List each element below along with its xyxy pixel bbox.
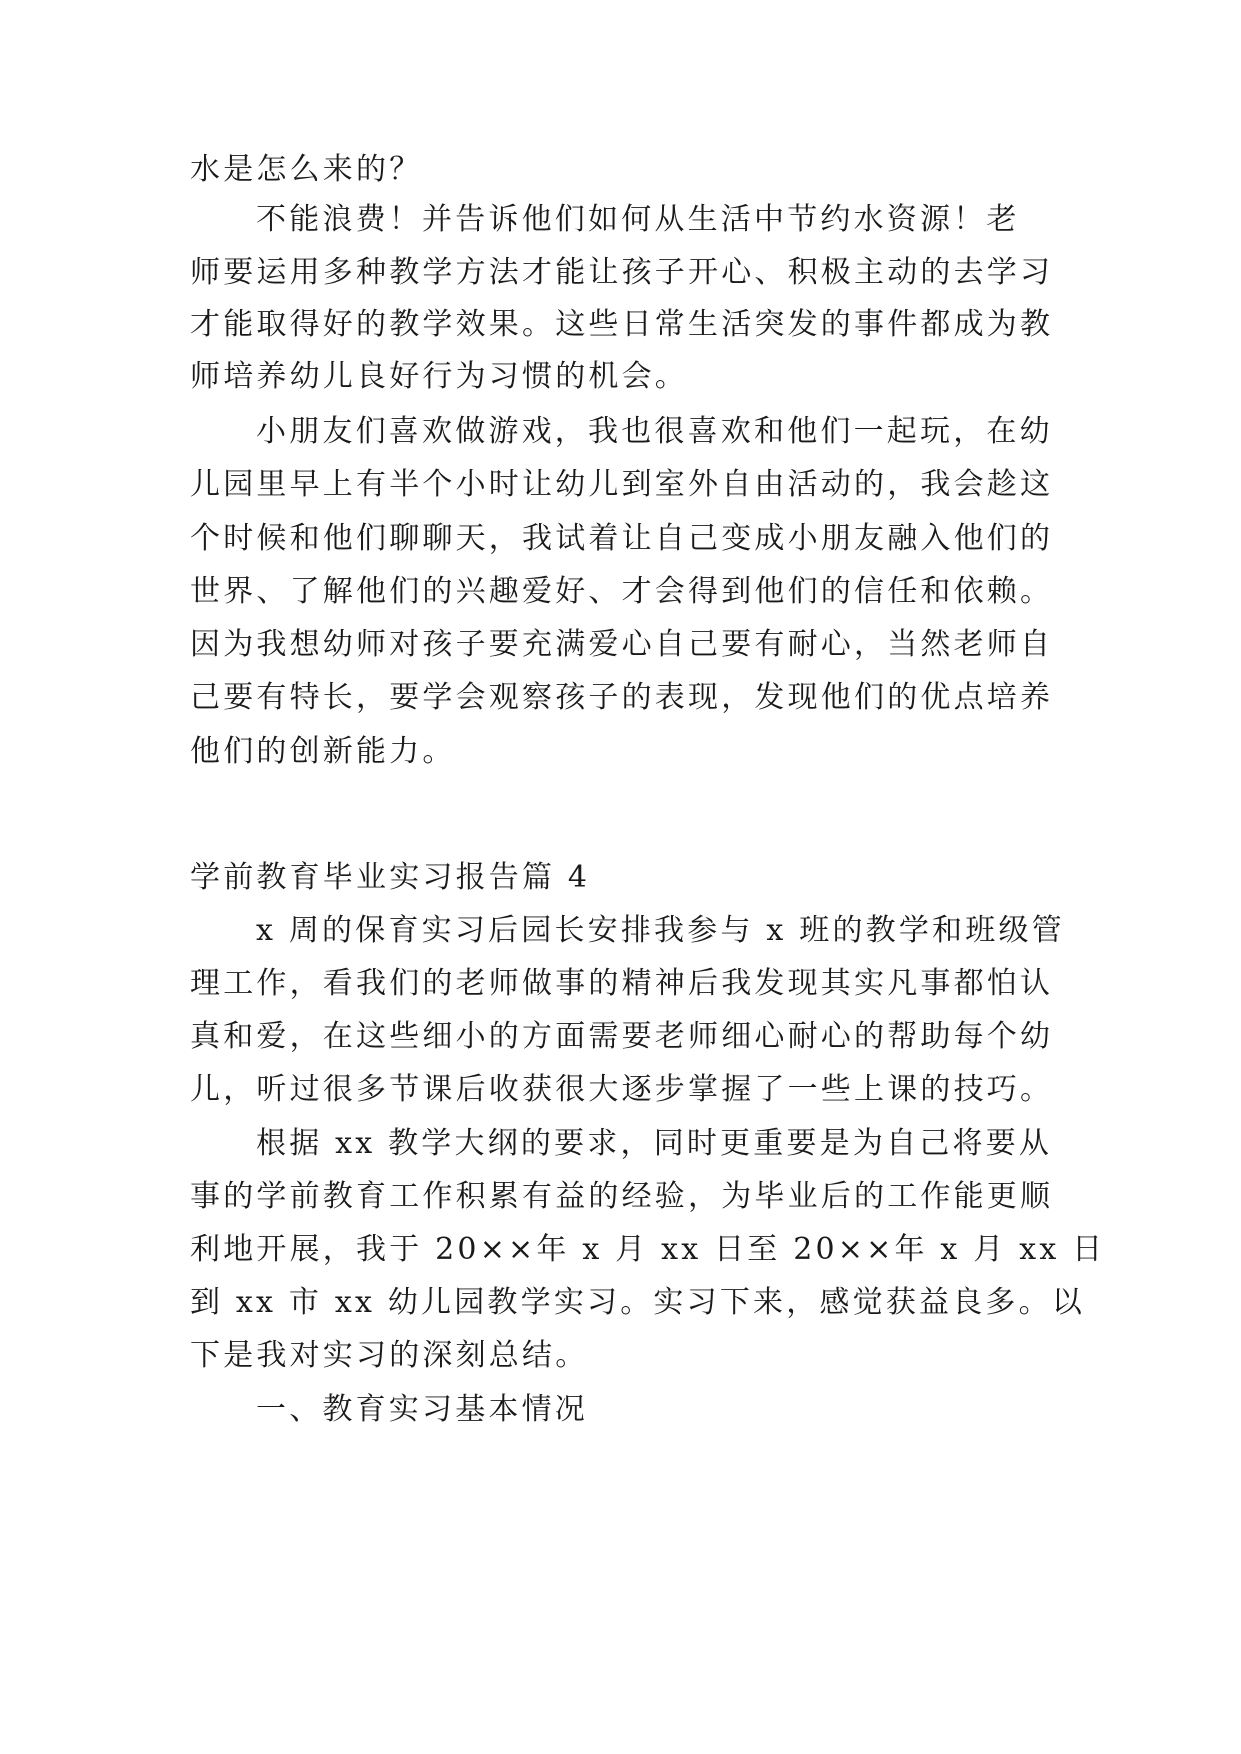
text-line: 利地开展，我于 20××年 x 月 xx 日至 20××年 x 月 xx 日 (190, 1232, 1106, 1267)
text-line: 他们的创新能力。 (190, 734, 456, 769)
text-line: 师培养幼儿良好行为习惯的机会。 (190, 359, 688, 394)
text-line: 世界、了解他们的兴趣爱好、才会得到他们的信任和依赖。 (190, 574, 1054, 609)
paragraph-start: 根据 xx 教学大纲的要求，同时更重要是为自己将要从 (256, 1126, 1053, 1161)
text-line: 到 xx 市 xx 幼儿园教学实习。实习下来，感觉获益良多。以 (190, 1285, 1086, 1320)
text-line: 水是怎么来的？ (190, 152, 423, 187)
paragraph-start: x 周的保育实习后园长安排我参与 x 班的教学和班级管 (256, 913, 1065, 948)
text-line: 下是我对实习的深刻总结。 (190, 1338, 589, 1373)
text-line: 个时候和他们聊聊天，我试着让自己变成小朋友融入他们的 (190, 521, 1054, 556)
text-line: 己要有特长，要学会观察孩子的表现，发现他们的优点培养 (190, 680, 1054, 715)
subsection-heading: 一、教育实习基本情况 (256, 1392, 588, 1427)
paragraph-start: 小朋友们喜欢做游戏，我也很喜欢和他们一起玩，在幼 (256, 414, 1053, 449)
text-line: 才能取得好的教学效果。这些日常生活突发的事件都成为教 (190, 307, 1054, 342)
text-line: 儿园里早上有半个小时让幼儿到室外自由活动的，我会趁这 (190, 467, 1054, 502)
text-line: 因为我想幼师对孩子要充满爱心自己要有耐心，当然老师自 (190, 627, 1054, 662)
text-line: 事的学前教育工作积累有益的经验，为毕业后的工作能更顺 (190, 1179, 1054, 1214)
text-line: 真和爱，在这些细小的方面需要老师细心耐心的帮助每个幼 (190, 1019, 1054, 1054)
paragraph-start: 不能浪费！并告诉他们如何从生活中节约水资源！老 (256, 202, 1020, 237)
text-line: 师要运用多种教学方法才能让孩子开心、积极主动的去学习 (190, 255, 1054, 290)
text-line: 理工作，看我们的老师做事的精神后我发现其实凡事都怕认 (190, 966, 1054, 1001)
text-line: 儿，听过很多节课后收获很大逐步掌握了一些上课的技巧。 (190, 1072, 1054, 1107)
section-heading: 学前教育毕业实习报告篇 4 (190, 860, 591, 895)
